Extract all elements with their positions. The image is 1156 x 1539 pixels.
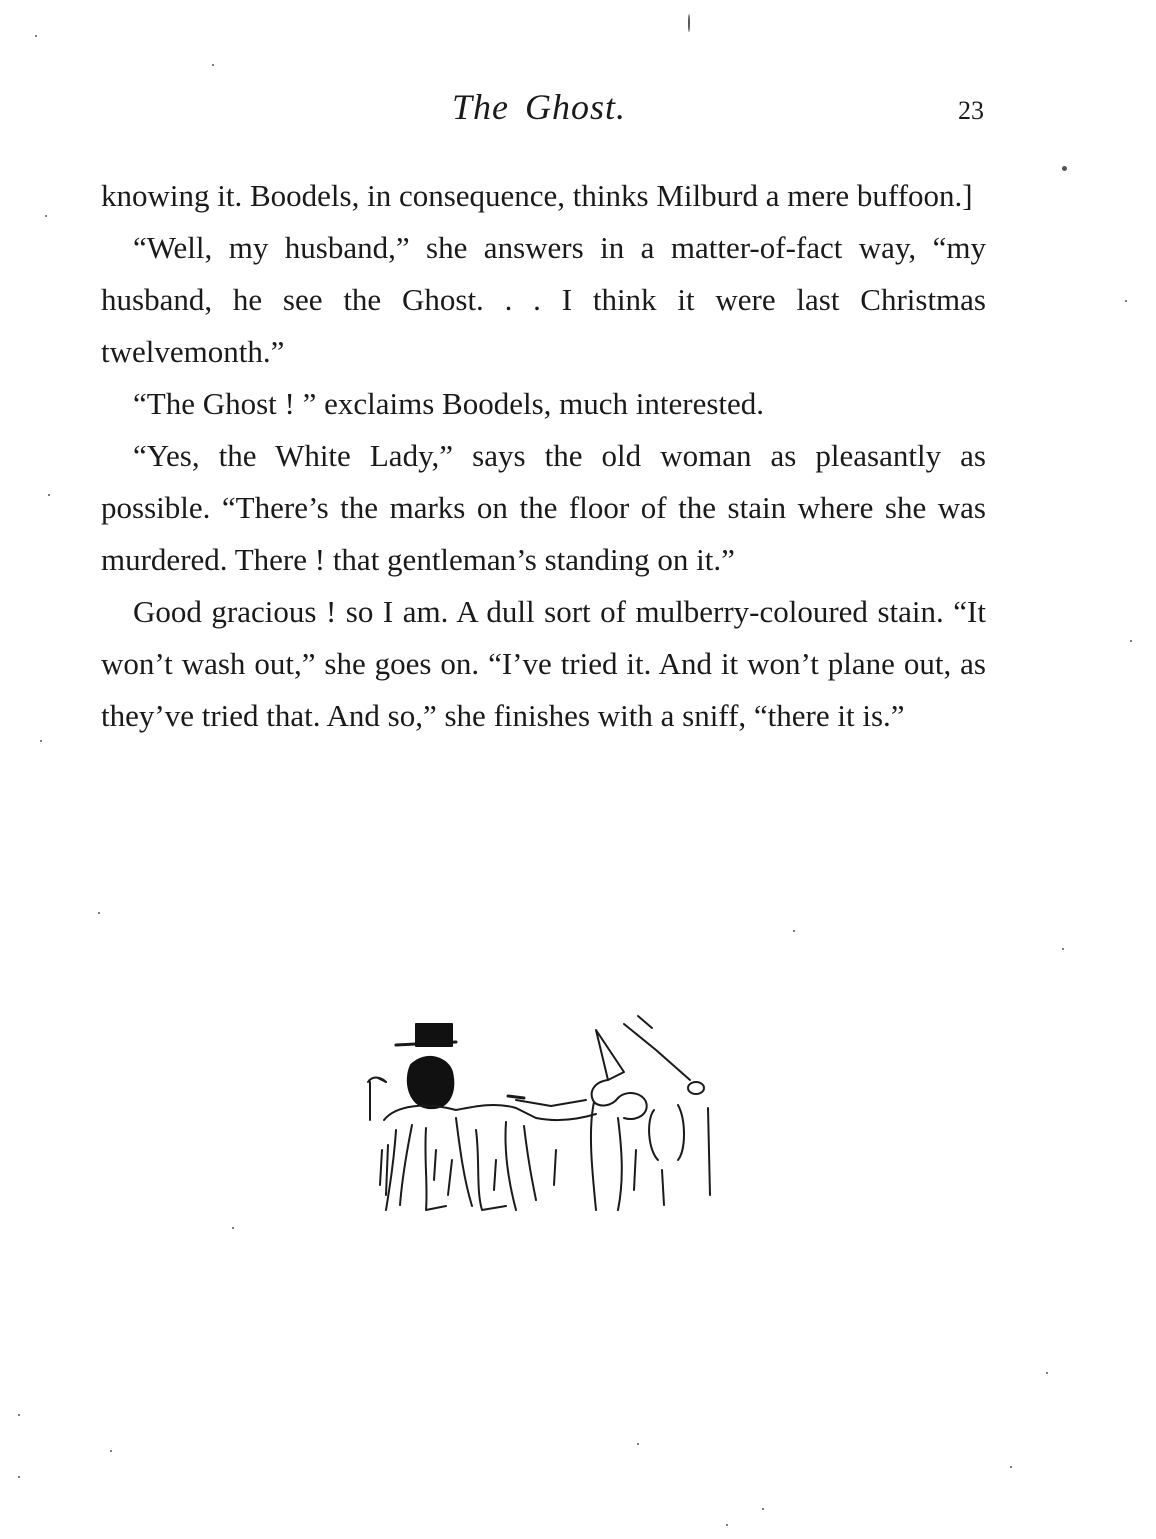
page-number: 23 bbox=[958, 96, 984, 125]
print-speck bbox=[98, 912, 100, 914]
print-speck bbox=[1046, 1372, 1048, 1374]
print-speck bbox=[35, 35, 37, 37]
body-text bbox=[101, 170, 986, 742]
print-speck bbox=[18, 1414, 20, 1416]
print-speck bbox=[762, 1508, 764, 1510]
print-speck bbox=[1125, 300, 1127, 302]
print-speck bbox=[1062, 166, 1067, 171]
print-speck bbox=[793, 930, 795, 932]
paragraph-5: Good gracious ! so I am. A dull sort of mulberry-coloured stain. “It won’t wash out,” she goes on. “I’ve tried it. And it won’t plane out, as they’ve tried that. And so,” she finishes with a sniff, “there it is.” bbox=[101, 594, 986, 733]
print-speck bbox=[18, 1476, 20, 1478]
paragraph-2: “Well, my husband,” she answers in a matter-of-fact way, “my husband, he see the Ghost. . . I think it were last Christmas twelvemonth.” bbox=[101, 230, 986, 369]
print-speck bbox=[688, 14, 690, 32]
running-head bbox=[0, 86, 1156, 130]
paragraph-1: knowing it. Boodels, in consequence, thinks Milburd a mere buffoon.] bbox=[101, 178, 973, 213]
print-speck bbox=[726, 1524, 728, 1526]
paragraph-4: “Yes, the White Lady,” says the old woman as pleasantly as possible. “There’s the marks on the floor of the stain where she was murdered. There ! that gentleman’s standing on it.” bbox=[101, 438, 986, 577]
ghost-sketch-illustration bbox=[356, 1010, 726, 1225]
print-speck bbox=[232, 1227, 234, 1229]
print-speck bbox=[45, 215, 47, 217]
print-speck bbox=[40, 740, 42, 742]
print-speck bbox=[110, 1450, 112, 1452]
print-speck bbox=[212, 64, 214, 66]
chapter-title: The Ghost. bbox=[452, 87, 627, 127]
paragraph-3: “The Ghost ! ” exclaims Boodels, much interested. bbox=[133, 386, 765, 421]
print-speck bbox=[48, 494, 50, 496]
print-speck bbox=[1010, 1466, 1012, 1468]
print-speck bbox=[1062, 948, 1064, 950]
print-speck bbox=[1130, 640, 1132, 642]
print-speck bbox=[637, 1443, 639, 1445]
